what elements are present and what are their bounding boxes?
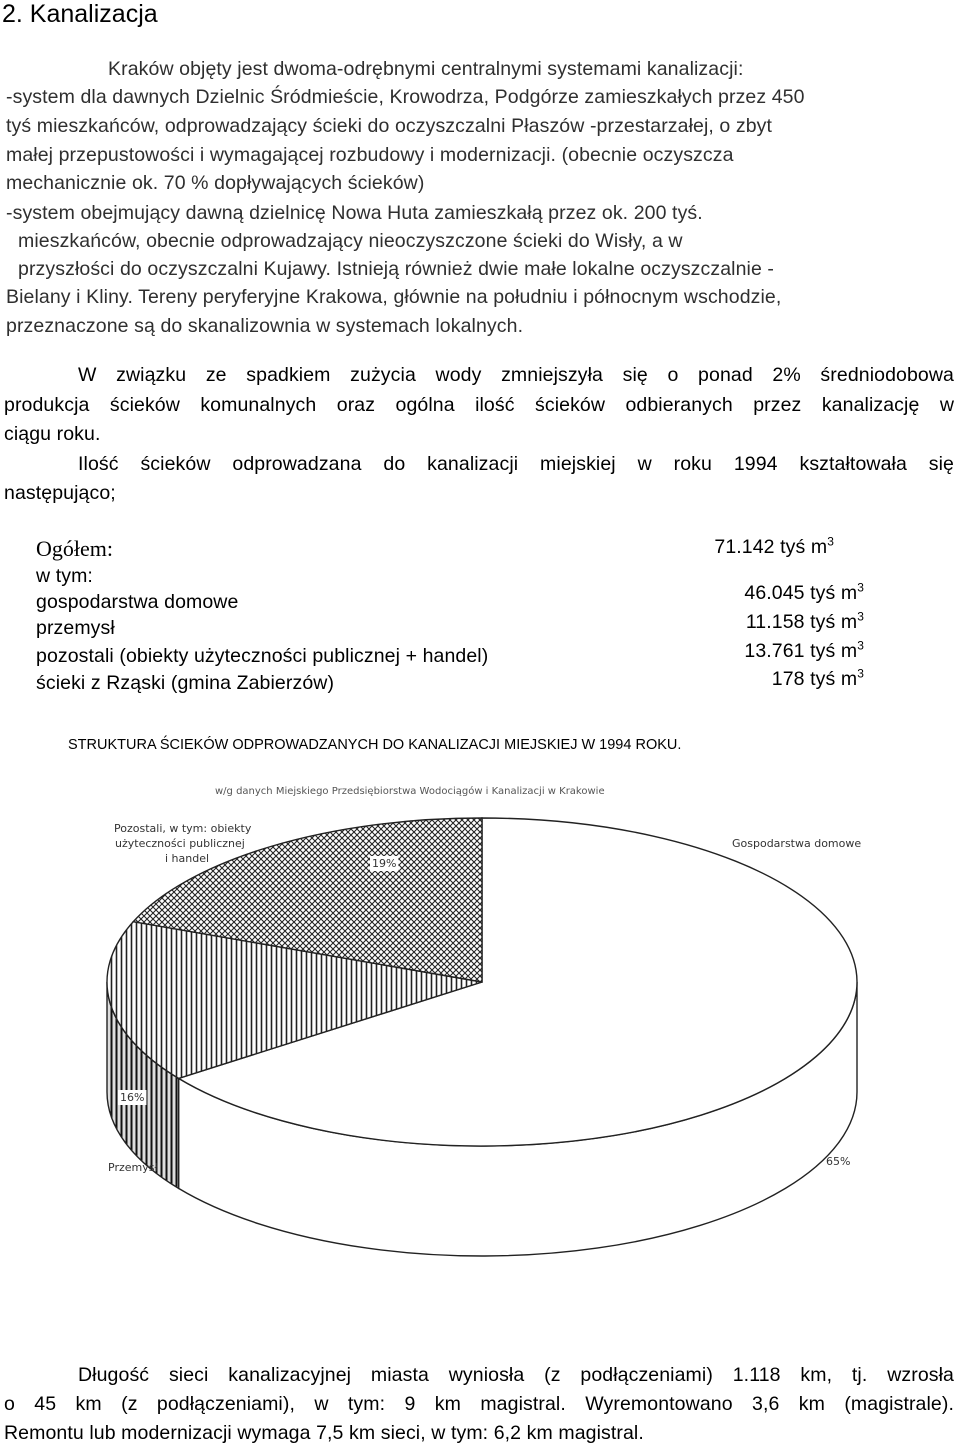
row-value: 11.158 tyś $m^3$: [745, 609, 864, 633]
paragraph-line: produkcja ścieków komunalnych oraz ogólna ilość ścieków odbieranych przez kanalizację w: [4, 394, 954, 416]
chart-caption: STRUKTURA ŚCIEKÓW ODPROWADZANYCH DO KANALIZACJI MIEJSKIEJ W 1994 ROKU.: [68, 737, 682, 753]
row-label: ścieki z Rząski (gmina Zabierzów): [36, 672, 335, 694]
intro-line: przeznaczone są do skanalizownia w systemach lokalnych.: [6, 315, 524, 337]
pie-chart: [0, 760, 960, 1320]
total-value: 71.142 tyś $m^3$: [714, 534, 834, 558]
closing-line: Remontu lub modernizacji wymaga 7,5 km sieci, w tym: 6,2 km magistral.: [4, 1422, 644, 1444]
paragraph-line: W związku ze spadkiem zużycia wody zmniejszyła się o ponad 2% średniodobowa: [78, 364, 954, 386]
closing-line: Długość sieci kanalizacyjnej miasta wyniosła (z podłączeniami) 1.118 km, tj. wzrosła: [78, 1364, 954, 1386]
intro-line: Kraków objęty jest dwoma-odrębnymi centralnymi systemami kanalizacji:: [108, 58, 744, 80]
pie-slices: [107, 818, 857, 1256]
slice-label-przemysl: Przemysł: [108, 1161, 158, 1174]
chart-source-note: w/g danych Miejskiego Przedsiębiorstwa Wodociągów i Kanalizacji w Krakowie: [215, 786, 605, 797]
intro-line: Bielany i Kliny. Tereny peryferyjne Krakowa, głównie na południu i północnym wschodzie,: [6, 286, 782, 308]
row-label: pozostali (obiekty użyteczności publicznej + handel): [36, 645, 489, 667]
w-tym-label: w tym:: [36, 565, 93, 587]
section-heading: 2. Kanalizacja: [2, 0, 158, 28]
intro-line: -system dla dawnych Dzielnic Śródmieście, Krowodrza, Podgórze zamieszkałych przez 450: [6, 86, 805, 108]
row-label: gospodarstwa domowe: [36, 591, 239, 613]
intro-line: małej przepustowości i wymagającej rozbudowy i modernizacji. (obecnie oczyszcza: [6, 144, 734, 166]
intro-line: mieszkańców, obecnie odprowadzający nieoczyszczone ścieki do Wisły, a w: [18, 230, 683, 252]
row-value: 46.045 tyś $m^3$: [744, 580, 864, 604]
slice-value-pozostali: 19%: [372, 857, 397, 870]
slice-value-gospodarstwa: 65%: [826, 1155, 851, 1168]
total-label: Ogółem:: [36, 536, 113, 561]
closing-line: o 45 km (z podłączeniami), w tym: 9 km magistral. Wyremontowano 3,6 km (magistrale).: [4, 1393, 954, 1415]
paragraph-line: ciągu roku.: [4, 423, 101, 445]
intro-line: mechanicznie ok. 70 % dopływających ścieków): [6, 172, 425, 194]
row-value: 178 tyś $m^3$: [771, 666, 864, 690]
row-label: przemysł: [36, 617, 115, 639]
intro-line: tyś mieszkańców, odprowadzający ścieki do oczyszczalni Płaszów -przestarzałej, o zbyt: [6, 115, 773, 137]
intro-line: przyszłości do oczyszczalni Kujawy. Istnieją również dwie małe lokalne oczyszczalnie -: [18, 258, 775, 280]
slice-label-gospodarstwa: Gospodarstwa domowe: [732, 837, 862, 850]
slice-value-przemysl: 16%: [120, 1091, 145, 1104]
intro-line: -system obejmujący dawną dzielnicę Nowa Huta zamieszkałą przez ok. 200 tyś.: [6, 202, 703, 224]
row-value: 13.761 tyś $m^3$: [744, 638, 864, 662]
slice-label-pozostali: Pozostali, w tym: obiekty: [114, 822, 252, 835]
paragraph-line: Ilość ścieków odprowadzana do kanalizacji miejskiej w roku 1994 kształtowała się: [78, 453, 954, 475]
slice-label-pozostali: i handel: [165, 852, 210, 865]
slice-label-pozostali: użyteczności publicznej: [115, 837, 245, 850]
paragraph-line: następująco;: [4, 482, 116, 504]
